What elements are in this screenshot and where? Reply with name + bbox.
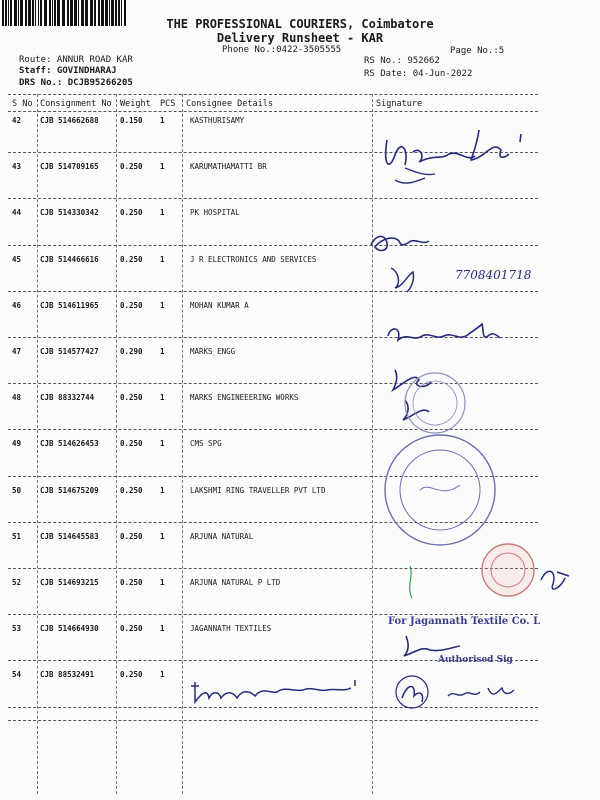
row-consignee: PK HOSPITAL bbox=[190, 208, 240, 218]
stamp-53-text: For Jagannath Textile Co. L bbox=[388, 616, 541, 627]
row-consignee: JAGANNATH TEXTILES bbox=[190, 624, 272, 634]
runsheet-title: Delivery Runsheet - KAR bbox=[216, 31, 384, 45]
phone-number: Phone No.:0422-3505555 bbox=[222, 45, 342, 55]
row-weight: 0.290 bbox=[120, 347, 143, 356]
row-consignment-no: CJB 514709165 bbox=[40, 162, 99, 172]
row-consignment-no: CJB 88332744 bbox=[40, 393, 95, 403]
row-consignment-no: CJB 514611965 bbox=[40, 300, 99, 310]
col-header-consignee: Consignee Details bbox=[186, 99, 273, 109]
row-consignee: LAKSHMI RING TRAVELLER PVT LTD bbox=[190, 485, 326, 495]
row-pcs: 1 bbox=[160, 485, 165, 495]
row-pcs: 1 bbox=[160, 162, 165, 172]
row-pcs: 1 bbox=[160, 208, 165, 218]
row-sno: 48 bbox=[12, 393, 22, 403]
row-weight: 0.250 bbox=[120, 439, 143, 449]
row-pcs: 1 bbox=[160, 439, 165, 449]
row-consignment-no: CJB 514330342 bbox=[40, 208, 99, 218]
row-sno: 45 bbox=[12, 254, 22, 264]
row-separator bbox=[8, 245, 538, 246]
row-weight: 0.250 bbox=[120, 578, 143, 587]
signature-46 bbox=[380, 318, 510, 354]
row-sno: 43 bbox=[12, 162, 22, 172]
row-consignment-no: CJB 514577427 bbox=[40, 347, 99, 356]
row-weight: 0.250 bbox=[120, 485, 143, 495]
row-sno: 44 bbox=[12, 208, 22, 218]
bottom-rule bbox=[8, 720, 538, 721]
row-pcs: 1 bbox=[160, 531, 165, 541]
col-header-signature: Signature bbox=[376, 99, 423, 109]
row-sno: 42 bbox=[12, 116, 22, 125]
row-consignee: CMS SPG bbox=[190, 439, 222, 449]
row-consignee: ARJUNA NATURAL bbox=[190, 531, 254, 541]
row-weight: 0.250 bbox=[120, 208, 143, 218]
header-rule-top bbox=[8, 94, 538, 95]
row-pcs: 1 bbox=[160, 300, 165, 310]
row-consignee: KARUMATHAMATTI BR bbox=[190, 162, 267, 172]
row-sno: 54 bbox=[12, 670, 22, 680]
green-mark bbox=[400, 562, 440, 602]
row-weight: 0.250 bbox=[120, 670, 143, 680]
row-separator bbox=[8, 568, 538, 569]
row-consignee: KASTHURISAMY bbox=[190, 116, 245, 125]
row-sno: 50 bbox=[12, 485, 22, 495]
row-consignment-no: CJB 514626453 bbox=[40, 439, 99, 449]
row-sno: 52 bbox=[12, 578, 22, 587]
row-consignment-no: CJB 88532491 bbox=[40, 670, 95, 680]
signature-42 bbox=[375, 110, 545, 190]
row-consignee: MOHAN KUMAR A bbox=[190, 300, 249, 310]
col-header-consignment: Consignment No bbox=[40, 99, 112, 109]
row-pcs: 1 bbox=[160, 347, 165, 356]
row-consignment-no: CJB 514675209 bbox=[40, 485, 99, 495]
row-pcs: 1 bbox=[160, 624, 165, 634]
row-pcs: 1 bbox=[160, 116, 165, 125]
signature-45-phone: 7708401718 bbox=[455, 268, 532, 282]
page-number: Page No.:5 bbox=[450, 46, 505, 56]
row-separator bbox=[8, 198, 538, 199]
row-sno: 46 bbox=[12, 300, 22, 310]
rs-date: RS Date: 04-Jun-2022 bbox=[364, 69, 473, 79]
row-consignment-no: CJB 514466616 bbox=[40, 254, 99, 264]
row-weight: 0.250 bbox=[120, 300, 143, 310]
row-weight: 0.250 bbox=[120, 624, 143, 634]
row-pcs: 1 bbox=[160, 578, 165, 587]
route-label: Route: ANNUR ROAD KAR bbox=[19, 55, 133, 65]
stamp-48 bbox=[390, 378, 480, 428]
row-weight: 0.250 bbox=[120, 162, 143, 172]
row-pcs: 1 bbox=[160, 670, 165, 680]
stamp-49-50 bbox=[370, 430, 510, 540]
row-consignment-no: CJB 514645583 bbox=[40, 531, 99, 541]
row-consignee: MARKS ENGG bbox=[190, 347, 236, 356]
col-header-pcs: PCS bbox=[160, 99, 176, 109]
row-sno: 53 bbox=[12, 624, 22, 634]
company-title: THE PROFESSIONAL COURIERS, Coimbatore bbox=[166, 17, 434, 31]
signature-44 bbox=[365, 225, 445, 265]
row-consignment-no: CJB 514693215 bbox=[40, 578, 99, 587]
signature-54 bbox=[392, 668, 522, 718]
row-sno: 49 bbox=[12, 439, 22, 449]
row-weight: 0.250 bbox=[120, 254, 143, 264]
row-pcs: 1 bbox=[160, 254, 165, 264]
row-consignee: ARJUNA NATURAL P LTD bbox=[190, 578, 281, 587]
row-consignment-no: CJB 514664930 bbox=[40, 624, 99, 634]
row-weight: 0.150 bbox=[120, 116, 143, 125]
row-sno: 51 bbox=[12, 531, 22, 541]
rs-number: RS No.: 952662 bbox=[364, 56, 440, 66]
staff-label: Staff: GOVINDHARAJ bbox=[19, 66, 117, 76]
row-consignee: MARKS ENGINEEERING WORKS bbox=[190, 393, 299, 403]
stamp-53-authorised: Authorised Sig bbox=[438, 655, 513, 665]
signature-54-handwriting bbox=[185, 672, 375, 708]
row-consignee: J R ELECTRONICS AND SERVICES bbox=[190, 254, 317, 264]
row-pcs: 1 bbox=[160, 393, 165, 403]
col-header-sno: S No bbox=[12, 99, 33, 109]
row-consignment-no: CJB 514662688 bbox=[40, 116, 99, 125]
signature-52 bbox=[535, 560, 575, 600]
col-header-weight: Weight bbox=[120, 99, 151, 109]
stamp-52 bbox=[478, 540, 538, 600]
row-weight: 0.250 bbox=[120, 531, 143, 541]
drs-number: DRS No.: DCJB95266205 bbox=[19, 78, 133, 88]
row-weight: 0.250 bbox=[120, 393, 143, 403]
row-sno: 47 bbox=[12, 347, 22, 356]
